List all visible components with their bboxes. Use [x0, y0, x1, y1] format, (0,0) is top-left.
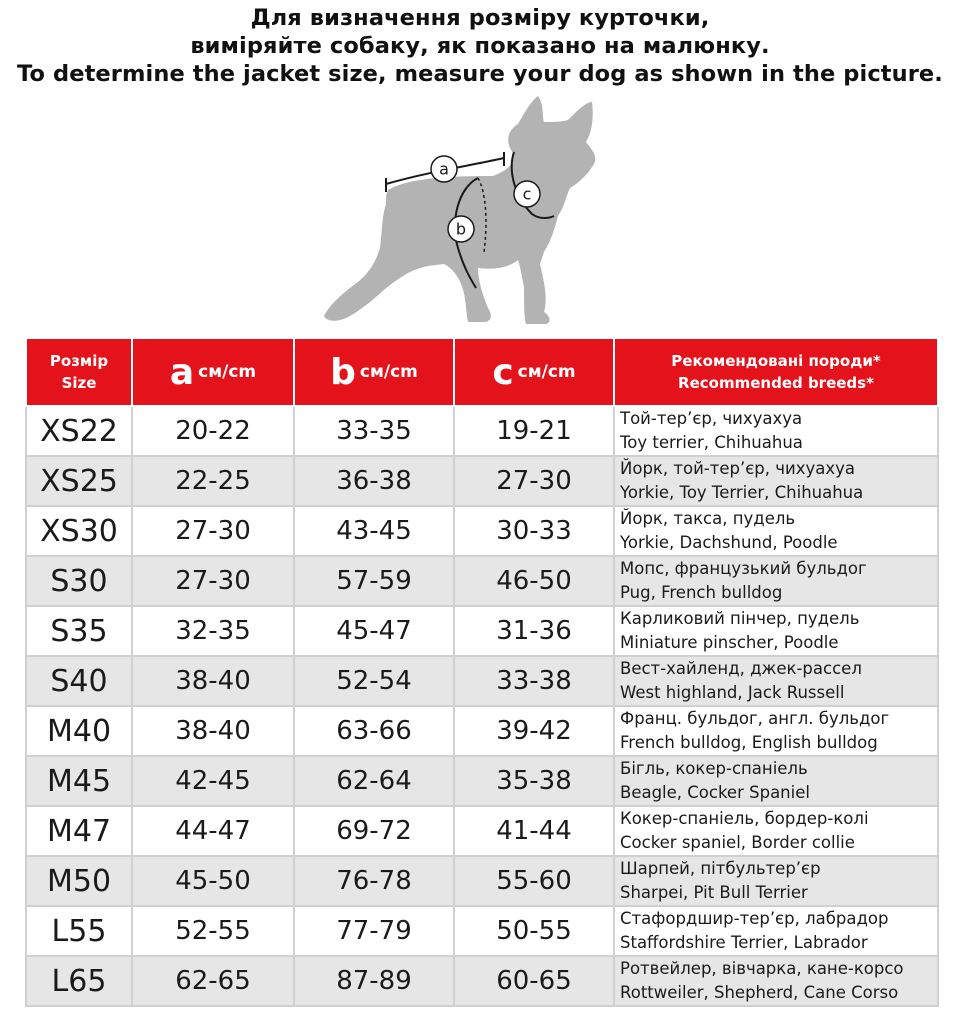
measure-b-cell: 57-59	[294, 556, 454, 606]
header-a: a см/cm	[132, 338, 294, 406]
breeds-cell	[614, 506, 938, 556]
measure-b-cell: 36-38	[294, 456, 454, 506]
breeds-cell	[614, 706, 938, 756]
table-header-row	[26, 338, 938, 406]
measure-b-cell: 62-64	[294, 756, 454, 806]
size-cell: S40	[26, 656, 132, 706]
breeds-en: Staffordshire Terrier, Labrador	[620, 933, 868, 952]
size-cell: M40	[26, 706, 132, 756]
breeds-en: Beagle, Cocker Spaniel	[620, 783, 810, 802]
size-chart-table	[25, 337, 939, 1007]
size-cell: S30	[26, 556, 132, 606]
measure-a-cell: 20-22	[132, 406, 294, 456]
heading-line-uk-1: Для визначення розміру курточки,	[250, 5, 710, 31]
header-c: c см/cm	[454, 338, 614, 406]
measure-a-cell: 38-40	[132, 706, 294, 756]
measure-a-cell: 44-47	[132, 806, 294, 856]
measure-a-cell: 62-65	[132, 956, 294, 1006]
measure-c-cell: 30-33	[454, 506, 614, 556]
breeds-cell	[614, 756, 938, 806]
measure-b-cell: 33-35	[294, 406, 454, 456]
measure-b-cell: 76-78	[294, 856, 454, 906]
measure-c-cell: 31-36	[454, 606, 614, 656]
breeds-uk: Мопс, французький бульдог	[620, 559, 867, 578]
measure-a-cell: 45-50	[132, 856, 294, 906]
breeds-cell	[614, 656, 938, 706]
size-cell: L65	[26, 956, 132, 1006]
heading-line-uk-2: виміряйте собаку, як показано на малюнку.	[190, 33, 770, 59]
measure-b-cell: 52-54	[294, 656, 454, 706]
breeds-cell	[614, 906, 938, 956]
measure-c-cell: 33-38	[454, 656, 614, 706]
size-cell: S35	[26, 606, 132, 656]
breeds-en: West highland, Jack Russell	[620, 683, 845, 702]
breeds-cell	[614, 456, 938, 506]
header-b: b см/cm	[294, 338, 454, 406]
measure-c-cell: 60-65	[454, 956, 614, 1006]
dog-silhouette	[324, 96, 595, 324]
size-cell: L55	[26, 906, 132, 956]
measure-b-cell: 87-89	[294, 956, 454, 1006]
breeds-cell	[614, 806, 938, 856]
breeds-uk: Бігль, кокер-спаніель	[620, 759, 808, 778]
breeds-uk: Той-тер’єр, чихуахуа	[620, 409, 803, 428]
measure-b-cell: 63-66	[294, 706, 454, 756]
measure-c-cell: 55-60	[454, 856, 614, 906]
measure-a-cell: 27-30	[132, 556, 294, 606]
measure-a-cell: 52-55	[132, 906, 294, 956]
breeds-en: Rottweiler, Shepherd, Cane Corso	[620, 983, 899, 1002]
heading-line-en: To determine the jacket size, measure your dog as shown in the picture.	[17, 61, 943, 87]
breeds-en: Miniature pinscher, Poodle	[620, 633, 839, 652]
size-cell: M45	[26, 756, 132, 806]
measure-b-cell: 69-72	[294, 806, 454, 856]
table-row	[26, 806, 938, 856]
measure-c-cell: 46-50	[454, 556, 614, 606]
breeds-en: Cocker spaniel, Border collie	[620, 833, 855, 852]
breeds-uk: Вест-хайленд, джек-рассел	[620, 659, 862, 678]
table-row	[26, 456, 938, 506]
table-row	[26, 906, 938, 956]
measure-a-cell: 22-25	[132, 456, 294, 506]
size-cell: XS22	[26, 406, 132, 456]
measure-c-cell: 35-38	[454, 756, 614, 806]
breeds-uk: Кокер-спаніель, бордер-колі	[620, 809, 869, 828]
header-size: Розмір Size	[26, 338, 132, 406]
measure-b-cell: 43-45	[294, 506, 454, 556]
breeds-cell	[614, 556, 938, 606]
size-cell: XS30	[26, 506, 132, 556]
size-cell: XS25	[26, 456, 132, 506]
breeds-en: Pug, French bulldog	[620, 583, 783, 602]
breeds-en: Yorkie, Dachshund, Poodle	[620, 533, 838, 552]
breeds-uk: Шарпей, пітбультер’єр	[620, 859, 821, 878]
table-row	[26, 856, 938, 906]
table-row	[26, 406, 938, 456]
table-row	[26, 956, 938, 1006]
measure-a-cell: 32-35	[132, 606, 294, 656]
page-heading	[0, 4, 960, 88]
table-row	[26, 606, 938, 656]
header-breeds: Рекомендовані породи* Recommended breeds*	[614, 338, 938, 406]
breeds-uk: Ротвейлер, вівчарка, кане-корсо	[620, 959, 904, 978]
breeds-uk: Карликовий пінчер, пудель	[620, 609, 860, 628]
measure-a-cell: 27-30	[132, 506, 294, 556]
table-row	[26, 756, 938, 806]
breeds-uk: Йорк, такса, пудель	[620, 509, 796, 528]
breeds-cell	[614, 606, 938, 656]
table-row	[26, 556, 938, 606]
size-cell: M47	[26, 806, 132, 856]
table-row	[26, 506, 938, 556]
breeds-cell	[614, 956, 938, 1006]
measure-c-cell: 41-44	[454, 806, 614, 856]
breeds-cell	[614, 406, 938, 456]
measure-b-cell: 45-47	[294, 606, 454, 656]
breeds-en: Toy terrier, Chihuahua	[620, 433, 803, 452]
measure-b-cell: 77-79	[294, 906, 454, 956]
breeds-uk: Стафордшир-тер’єр, лабрадор	[620, 909, 889, 928]
measure-a-cell: 42-45	[132, 756, 294, 806]
breeds-cell	[614, 856, 938, 906]
measure-a-cell: 38-40	[132, 656, 294, 706]
breeds-en: French bulldog, English bulldog	[620, 733, 878, 752]
breeds-uk: Йорк, той-тер’єр, чихуахуа	[620, 459, 856, 478]
breeds-en: Sharpei, Pit Bull Terrier	[620, 883, 808, 902]
breeds-en: Yorkie, Toy Terrier, Chihuahua	[620, 483, 864, 502]
measure-c-cell: 39-42	[454, 706, 614, 756]
dog-measurement-illustration	[318, 92, 618, 337]
breeds-uk: Франц. бульдог, англ. бульдог	[620, 709, 890, 728]
measure-c-cell: 19-21	[454, 406, 614, 456]
table-row	[26, 656, 938, 706]
measure-c-cell: 50-55	[454, 906, 614, 956]
measure-c-cell: 27-30	[454, 456, 614, 506]
size-cell: M50	[26, 856, 132, 906]
marker-c-label: c	[522, 184, 532, 204]
marker-b-label: b	[455, 219, 467, 239]
marker-a-label: a	[439, 159, 449, 179]
table-row	[26, 706, 938, 756]
